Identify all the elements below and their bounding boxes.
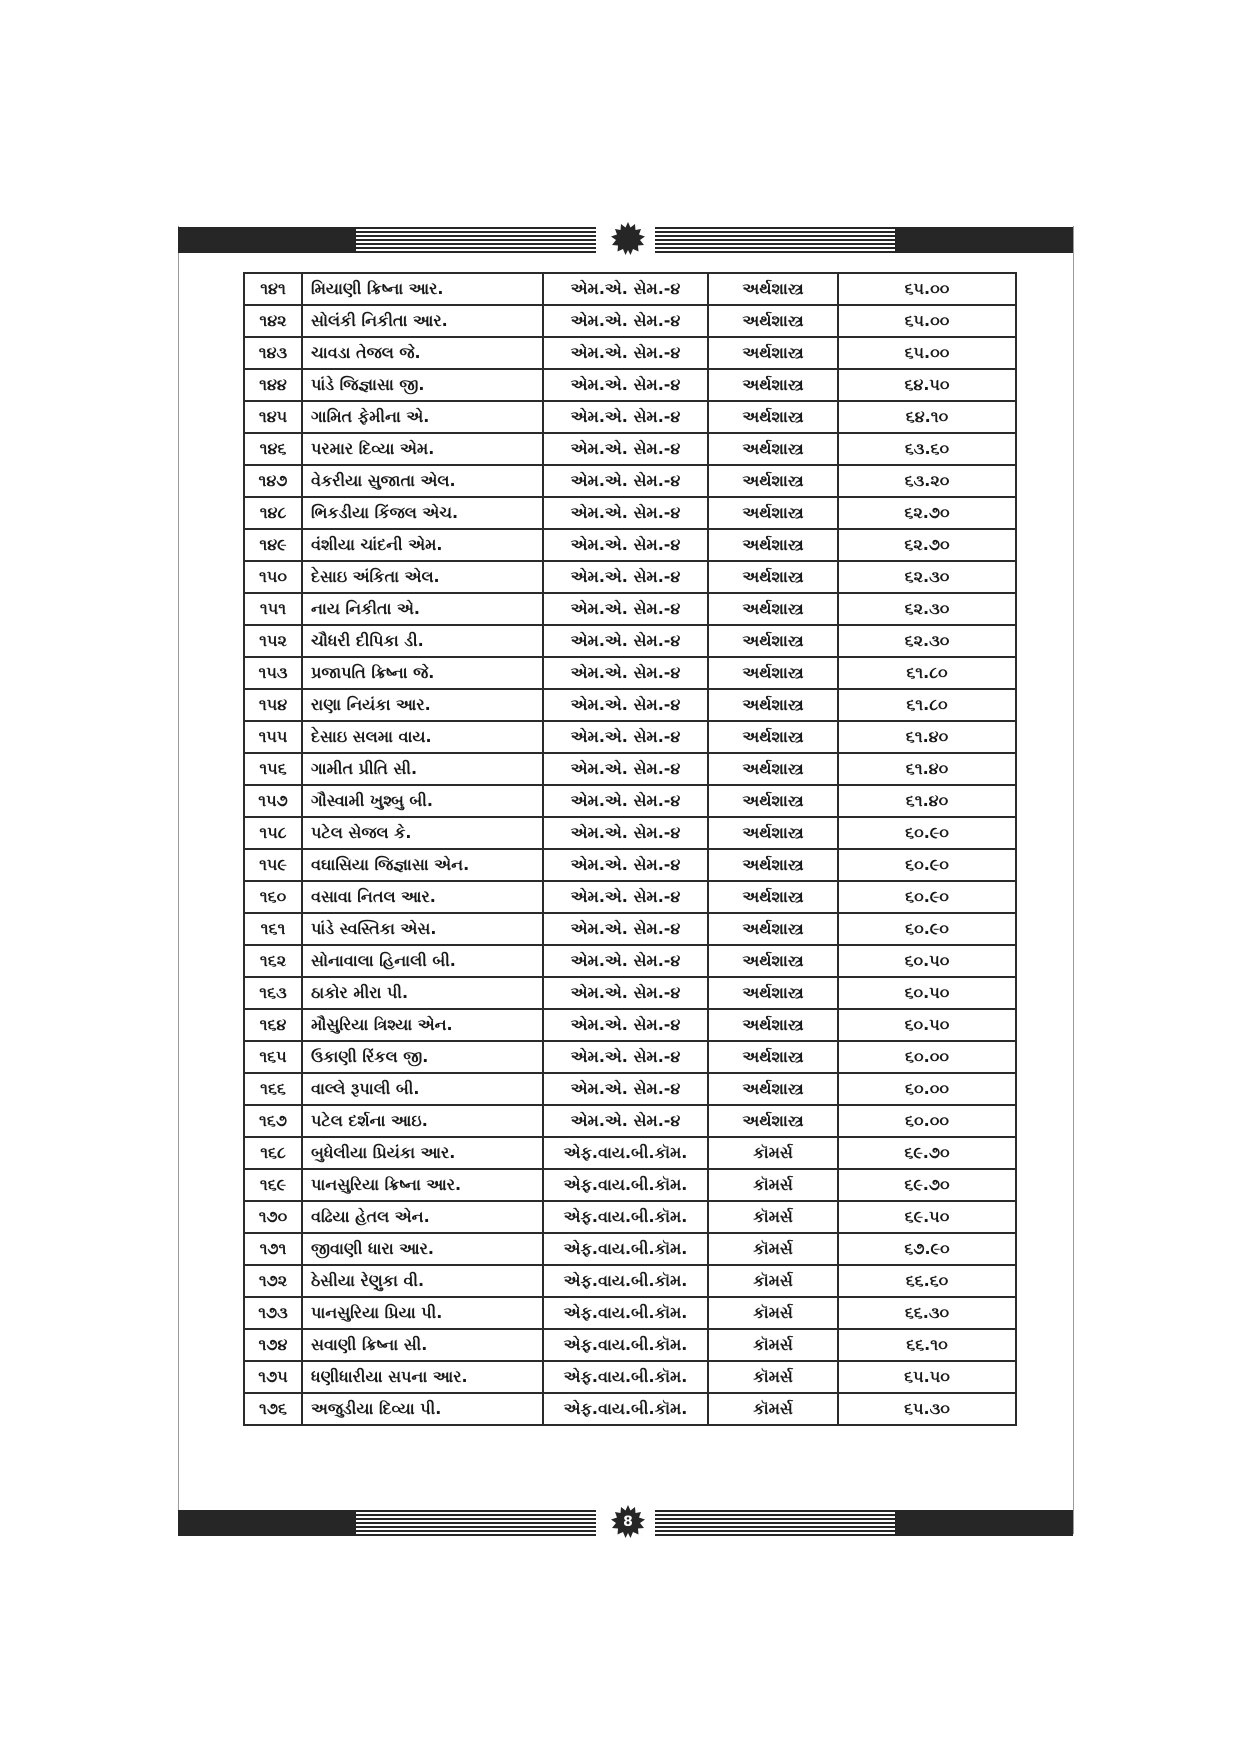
subject-cell: કૉમર્સ xyxy=(708,1169,838,1201)
serial-number-cell: ૧૭૪ xyxy=(244,1329,302,1361)
percentage-cell: ૬૬.૧૦ xyxy=(838,1329,1016,1361)
subject-cell: કૉમર્સ xyxy=(708,1297,838,1329)
course-cell: એમ.એ. સેમ.-૪ xyxy=(543,817,708,849)
student-name-cell: ઠાકોર મીરા પી. xyxy=(302,977,543,1009)
serial-number-cell: ૧૫૭ xyxy=(244,785,302,817)
subject-cell: અર્થશાસ્ત્ર xyxy=(708,721,838,753)
subject-cell: અર્થશાસ્ત્ર xyxy=(708,753,838,785)
subject-cell: કૉમર્સ xyxy=(708,1393,838,1425)
percentage-cell: ૬૦.૫૦ xyxy=(838,945,1016,977)
student-name-cell: સોનાવાલા હિનાલી બી. xyxy=(302,945,543,977)
percentage-cell: ૬૦.૦૦ xyxy=(838,1105,1016,1137)
student-name-cell: પ્રજાપતિ ક્રિષ્ના જે. xyxy=(302,657,543,689)
student-name-cell: મૌસુરિયા ત્રિશ્યા એન. xyxy=(302,1009,543,1041)
table-row xyxy=(244,913,1016,945)
percentage-cell: ૬૯.૭૦ xyxy=(838,1169,1016,1201)
student-name-cell: નાય નિકીતા એ. xyxy=(302,593,543,625)
course-cell: એમ.એ. સેમ.-૪ xyxy=(543,337,708,369)
subject-cell: અર્થશાસ્ત્ર xyxy=(708,337,838,369)
sunburst-icon xyxy=(610,221,646,257)
serial-number-cell: ૧૫૩ xyxy=(244,657,302,689)
percentage-cell: ૬૫.૫૦ xyxy=(838,1361,1016,1393)
percentage-cell: ૬૧.૮૦ xyxy=(838,689,1016,721)
student-name-cell: પટેલ સેજલ કે. xyxy=(302,817,543,849)
course-cell: એમ.એ. સેમ.-૪ xyxy=(543,1073,708,1105)
table-row xyxy=(244,1265,1016,1297)
subject-cell: અર્થશાસ્ત્ર xyxy=(708,625,838,657)
course-cell: એમ.એ. સેમ.-૪ xyxy=(543,849,708,881)
student-name-cell: ધણીધારીયા સપના આર. xyxy=(302,1361,543,1393)
footer-band-solid-right xyxy=(895,1510,1073,1536)
page-number: 8 xyxy=(623,1514,633,1530)
student-name-cell: બુધેલીયા પ્રિયંકા આર. xyxy=(302,1137,543,1169)
percentage-cell: ૬૦.૯૦ xyxy=(838,881,1016,913)
percentage-cell: ૬૫.૦૦ xyxy=(838,273,1016,305)
course-cell: એમ.એ. સેમ.-૪ xyxy=(543,369,708,401)
serial-number-cell: ૧૫૦ xyxy=(244,561,302,593)
course-cell: એમ.એ. સેમ.-૪ xyxy=(543,465,708,497)
subject-cell: અર્થશાસ્ત્ર xyxy=(708,689,838,721)
course-cell: એમ.એ. સેમ.-૪ xyxy=(543,689,708,721)
subject-cell: અર્થશાસ્ત્ર xyxy=(708,881,838,913)
course-cell: એમ.એ. સેમ.-૪ xyxy=(543,753,708,785)
serial-number-cell: ૧૫૧ xyxy=(244,593,302,625)
student-name-cell: સવાણી ક્રિષ્ના સી. xyxy=(302,1329,543,1361)
subject-cell: કૉમર્સ xyxy=(708,1201,838,1233)
course-cell: એફ.વાય.બી.કૉમ. xyxy=(543,1393,708,1425)
subject-cell: અર્થશાસ્ત્ર xyxy=(708,529,838,561)
percentage-cell: ૬૯.૫૦ xyxy=(838,1201,1016,1233)
serial-number-cell: ૧૭૩ xyxy=(244,1297,302,1329)
subject-cell: અર્થશાસ્ત્ર xyxy=(708,849,838,881)
table-row xyxy=(244,465,1016,497)
course-cell: એમ.એ. સેમ.-૪ xyxy=(543,881,708,913)
student-name-cell: ચાવડા તેજલ જે. xyxy=(302,337,543,369)
subject-cell: અર્થશાસ્ત્ર xyxy=(708,433,838,465)
student-name-cell: ઠેસીયા રેણુકા વી. xyxy=(302,1265,543,1297)
table-row xyxy=(244,1041,1016,1073)
percentage-cell: ૬૨.૭૦ xyxy=(838,497,1016,529)
serial-number-cell: ૧૭૬ xyxy=(244,1393,302,1425)
percentage-cell: ૬૦.૯૦ xyxy=(838,913,1016,945)
table-row xyxy=(244,945,1016,977)
student-name-cell: જીવાણી ધારા આર. xyxy=(302,1233,543,1265)
student-name-cell: ભિકડીયા કિંજલ એચ. xyxy=(302,497,543,529)
subject-cell: કૉમર્સ xyxy=(708,1137,838,1169)
course-cell: એમ.એ. સેમ.-૪ xyxy=(543,977,708,1009)
serial-number-cell: ૧૪૪ xyxy=(244,369,302,401)
percentage-cell: ૬૪.૧૦ xyxy=(838,401,1016,433)
serial-number-cell: ૧૬૨ xyxy=(244,945,302,977)
serial-number-cell: ૧૬૩ xyxy=(244,977,302,1009)
serial-number-cell: ૧૫૪ xyxy=(244,689,302,721)
percentage-cell: ૬૩.૨૦ xyxy=(838,465,1016,497)
percentage-cell: ૬૫.૦૦ xyxy=(838,305,1016,337)
course-cell: એફ.વાય.બી.કૉમ. xyxy=(543,1201,708,1233)
course-cell: એમ.એ. સેમ.-૪ xyxy=(543,433,708,465)
percentage-cell: ૬૦.૦૦ xyxy=(838,1073,1016,1105)
table-row xyxy=(244,369,1016,401)
percentage-cell: ૬૧.૪૦ xyxy=(838,753,1016,785)
course-cell: એફ.વાય.બી.કૉમ. xyxy=(543,1169,708,1201)
table-row xyxy=(244,881,1016,913)
serial-number-cell: ૧૪૩ xyxy=(244,337,302,369)
student-name-cell: અજુડીયા દિવ્યા પી. xyxy=(302,1393,543,1425)
header-band-stripes-right xyxy=(655,227,895,253)
subject-cell: અર્થશાસ્ત્ર xyxy=(708,657,838,689)
serial-number-cell: ૧૭૫ xyxy=(244,1361,302,1393)
results-table-body xyxy=(244,273,1016,1425)
serial-number-cell: ૧૫૫ xyxy=(244,721,302,753)
subject-cell: અર્થશાસ્ત્ર xyxy=(708,977,838,1009)
percentage-cell: ૬૫.૦૦ xyxy=(838,337,1016,369)
table-row xyxy=(244,753,1016,785)
serial-number-cell: ૧૪૨ xyxy=(244,305,302,337)
subject-cell: અર્થશાસ્ત્ર xyxy=(708,401,838,433)
percentage-cell: ૬૭.૯૦ xyxy=(838,1233,1016,1265)
table-row xyxy=(244,1009,1016,1041)
course-cell: એમ.એ. સેમ.-૪ xyxy=(543,785,708,817)
footer-band-stripes-right xyxy=(655,1510,895,1536)
percentage-cell: ૬૦.૫૦ xyxy=(838,1009,1016,1041)
serial-number-cell: ૧૫૬ xyxy=(244,753,302,785)
table-row xyxy=(244,561,1016,593)
student-name-cell: પાંડે જિજ્ઞાસા જી. xyxy=(302,369,543,401)
table-row xyxy=(244,817,1016,849)
subject-cell: અર્થશાસ્ત્ર xyxy=(708,1009,838,1041)
table-row xyxy=(244,401,1016,433)
table-row xyxy=(244,1297,1016,1329)
table-row xyxy=(244,689,1016,721)
student-name-cell: ચૌધરી દીપિકા ડી. xyxy=(302,625,543,657)
course-cell: એફ.વાય.બી.કૉમ. xyxy=(543,1137,708,1169)
table-row xyxy=(244,657,1016,689)
table-row xyxy=(244,1201,1016,1233)
percentage-cell: ૬૨.૭૦ xyxy=(838,529,1016,561)
header-band-solid-right xyxy=(895,227,1073,253)
serial-number-cell: ૧૪૧ xyxy=(244,273,302,305)
course-cell: એમ.એ. સેમ.-૪ xyxy=(543,273,708,305)
serial-number-cell: ૧૬૭ xyxy=(244,1105,302,1137)
serial-number-cell: ૧૭૨ xyxy=(244,1265,302,1297)
course-cell: એમ.એ. સેમ.-૪ xyxy=(543,305,708,337)
course-cell: એફ.વાય.બી.કૉમ. xyxy=(543,1233,708,1265)
header-band-stripes-left xyxy=(356,227,596,253)
course-cell: એફ.વાય.બી.કૉમ. xyxy=(543,1297,708,1329)
student-name-cell: દેસાઇ અંકિતા એલ. xyxy=(302,561,543,593)
percentage-cell: ૬૫.૩૦ xyxy=(838,1393,1016,1425)
subject-cell: કૉમર્સ xyxy=(708,1265,838,1297)
student-name-cell: રાણા નિયંકા આર. xyxy=(302,689,543,721)
serial-number-cell: ૧૪૬ xyxy=(244,433,302,465)
percentage-cell: ૬૯.૭૦ xyxy=(838,1137,1016,1169)
serial-number-cell: ૧૪૮ xyxy=(244,497,302,529)
percentage-cell: ૬૨.૩૦ xyxy=(838,593,1016,625)
table-row xyxy=(244,977,1016,1009)
subject-cell: અર્થશાસ્ત્ર xyxy=(708,913,838,945)
subject-cell: અર્થશાસ્ત્ર xyxy=(708,273,838,305)
student-name-cell: વંશીયા ચાંદની એમ. xyxy=(302,529,543,561)
table-row xyxy=(244,593,1016,625)
subject-cell: કૉમર્સ xyxy=(708,1329,838,1361)
student-name-cell: વેકરીયા સુજાતા એલ. xyxy=(302,465,543,497)
student-name-cell: ગામિત ફેમીના એ. xyxy=(302,401,543,433)
percentage-cell: ૬૬.૬૦ xyxy=(838,1265,1016,1297)
percentage-cell: ૬૧.૪૦ xyxy=(838,785,1016,817)
serial-number-cell: ૧૬૪ xyxy=(244,1009,302,1041)
course-cell: એમ.એ. સેમ.-૪ xyxy=(543,1009,708,1041)
student-name-cell: દેસાઇ સલમા વાય. xyxy=(302,721,543,753)
table-row xyxy=(244,497,1016,529)
table-row xyxy=(244,1233,1016,1265)
serial-number-cell: ૧૪૭ xyxy=(244,465,302,497)
percentage-cell: ૬૪.૫૦ xyxy=(838,369,1016,401)
course-cell: એફ.વાય.બી.કૉમ. xyxy=(543,1329,708,1361)
student-name-cell: સોલંકી નિકીતા આર. xyxy=(302,305,543,337)
footer-page-badge xyxy=(610,1504,646,1540)
percentage-cell: ૬૨.૩૦ xyxy=(838,561,1016,593)
footer-band-stripes-left xyxy=(356,1510,596,1536)
serial-number-cell: ૧૬૫ xyxy=(244,1041,302,1073)
student-name-cell: ગૌસ્વામી ખુશ્બુ બી. xyxy=(302,785,543,817)
student-name-cell: વઘાસિયા જિજ્ઞાસા એન. xyxy=(302,849,543,881)
results-table xyxy=(243,272,1017,1426)
table-row xyxy=(244,1329,1016,1361)
table-row xyxy=(244,305,1016,337)
serial-number-cell: ૧૬૮ xyxy=(244,1137,302,1169)
course-cell: એમ.એ. સેમ.-૪ xyxy=(543,401,708,433)
table-row xyxy=(244,721,1016,753)
table-row xyxy=(244,849,1016,881)
serial-number-cell: ૧૬૦ xyxy=(244,881,302,913)
student-name-cell: ગામીત પ્રીતિ સી. xyxy=(302,753,543,785)
subject-cell: અર્થશાસ્ત્ર xyxy=(708,1105,838,1137)
percentage-cell: ૬૨.૩૦ xyxy=(838,625,1016,657)
course-cell: એમ.એ. સેમ.-૪ xyxy=(543,497,708,529)
student-name-cell: વઢિયા હેતલ એન. xyxy=(302,1201,543,1233)
header-band xyxy=(178,227,1073,253)
subject-cell: અર્થશાસ્ત્ર xyxy=(708,1073,838,1105)
serial-number-cell: ૧૬૯ xyxy=(244,1169,302,1201)
table-row xyxy=(244,1073,1016,1105)
student-name-cell: પરમાર દિવ્યા એમ. xyxy=(302,433,543,465)
subject-cell: અર્થશાસ્ત્ર xyxy=(708,305,838,337)
subject-cell: અર્થશાસ્ત્ર xyxy=(708,593,838,625)
percentage-cell: ૬૩.૬૦ xyxy=(838,433,1016,465)
subject-cell: કૉમર્સ xyxy=(708,1361,838,1393)
serial-number-cell: ૧૬૬ xyxy=(244,1073,302,1105)
student-name-cell: વસાવા નિતલ આર. xyxy=(302,881,543,913)
table-row xyxy=(244,1169,1016,1201)
serial-number-cell: ૧૫૯ xyxy=(244,849,302,881)
header-band-solid-left xyxy=(178,227,356,253)
subject-cell: અર્થશાસ્ત્ર xyxy=(708,369,838,401)
course-cell: એમ.એ. સેમ.-૪ xyxy=(543,721,708,753)
subject-cell: અર્થશાસ્ત્ર xyxy=(708,561,838,593)
subject-cell: અર્થશાસ્ત્ર xyxy=(708,817,838,849)
table-row xyxy=(244,785,1016,817)
course-cell: એફ.વાય.બી.કૉમ. xyxy=(543,1265,708,1297)
student-name-cell: વાલ્લે રૂપાલી બી. xyxy=(302,1073,543,1105)
course-cell: એમ.એ. સેમ.-૪ xyxy=(543,561,708,593)
serial-number-cell: ૧૫૨ xyxy=(244,625,302,657)
subject-cell: અર્થશાસ્ત્ર xyxy=(708,1041,838,1073)
serial-number-cell: ૧૭૦ xyxy=(244,1201,302,1233)
percentage-cell: ૬૦.૫૦ xyxy=(838,977,1016,1009)
course-cell: એમ.એ. સેમ.-૪ xyxy=(543,1041,708,1073)
serial-number-cell: ૧૫૮ xyxy=(244,817,302,849)
serial-number-cell: ૧૭૧ xyxy=(244,1233,302,1265)
subject-cell: અર્થશાસ્ત્ર xyxy=(708,497,838,529)
table-row xyxy=(244,1137,1016,1169)
table-row xyxy=(244,1393,1016,1425)
course-cell: એમ.એ. સેમ.-૪ xyxy=(543,913,708,945)
course-cell: એમ.એ. સેમ.-૪ xyxy=(543,529,708,561)
student-name-cell: મિયાણી ક્રિષ્ના આર. xyxy=(302,273,543,305)
subject-cell: કૉમર્સ xyxy=(708,1233,838,1265)
subject-cell: અર્થશાસ્ત્ર xyxy=(708,945,838,977)
student-name-cell: પટેલ દર્શના આઇ. xyxy=(302,1105,543,1137)
student-name-cell: પાનસુરિયા પ્રિયા પી. xyxy=(302,1297,543,1329)
header-sunburst-badge xyxy=(610,221,646,257)
subject-cell: અર્થશાસ્ત્ર xyxy=(708,465,838,497)
course-cell: એમ.એ. સેમ.-૪ xyxy=(543,945,708,977)
serial-number-cell: ૧૬૧ xyxy=(244,913,302,945)
percentage-cell: ૬૬.૩૦ xyxy=(838,1297,1016,1329)
student-name-cell: ઉકાણી રિંકલ જી. xyxy=(302,1041,543,1073)
table-row xyxy=(244,433,1016,465)
course-cell: એમ.એ. સેમ.-૪ xyxy=(543,625,708,657)
table-row xyxy=(244,625,1016,657)
footer-band-solid-left xyxy=(178,1510,356,1536)
percentage-cell: ૬૧.૪૦ xyxy=(838,721,1016,753)
table-row xyxy=(244,273,1016,305)
course-cell: એમ.એ. સેમ.-૪ xyxy=(543,593,708,625)
course-cell: એફ.વાય.બી.કૉમ. xyxy=(543,1361,708,1393)
serial-number-cell: ૧૪૫ xyxy=(244,401,302,433)
serial-number-cell: ૧૪૯ xyxy=(244,529,302,561)
percentage-cell: ૬૧.૮૦ xyxy=(838,657,1016,689)
course-cell: એમ.એ. સેમ.-૪ xyxy=(543,657,708,689)
subject-cell: અર્થશાસ્ત્ર xyxy=(708,785,838,817)
table-row xyxy=(244,529,1016,561)
student-name-cell: પાંડે સ્વસ્તિકા એસ. xyxy=(302,913,543,945)
table-row xyxy=(244,1361,1016,1393)
table-row xyxy=(244,1105,1016,1137)
footer-band xyxy=(178,1510,1073,1536)
percentage-cell: ૬૦.૯૦ xyxy=(838,817,1016,849)
course-cell: એમ.એ. સેમ.-૪ xyxy=(543,1105,708,1137)
percentage-cell: ૬૦.૦૦ xyxy=(838,1041,1016,1073)
table-row xyxy=(244,337,1016,369)
percentage-cell: ૬૦.૯૦ xyxy=(838,849,1016,881)
student-name-cell: પાનસુરિયા ક્રિષ્ના આર. xyxy=(302,1169,543,1201)
